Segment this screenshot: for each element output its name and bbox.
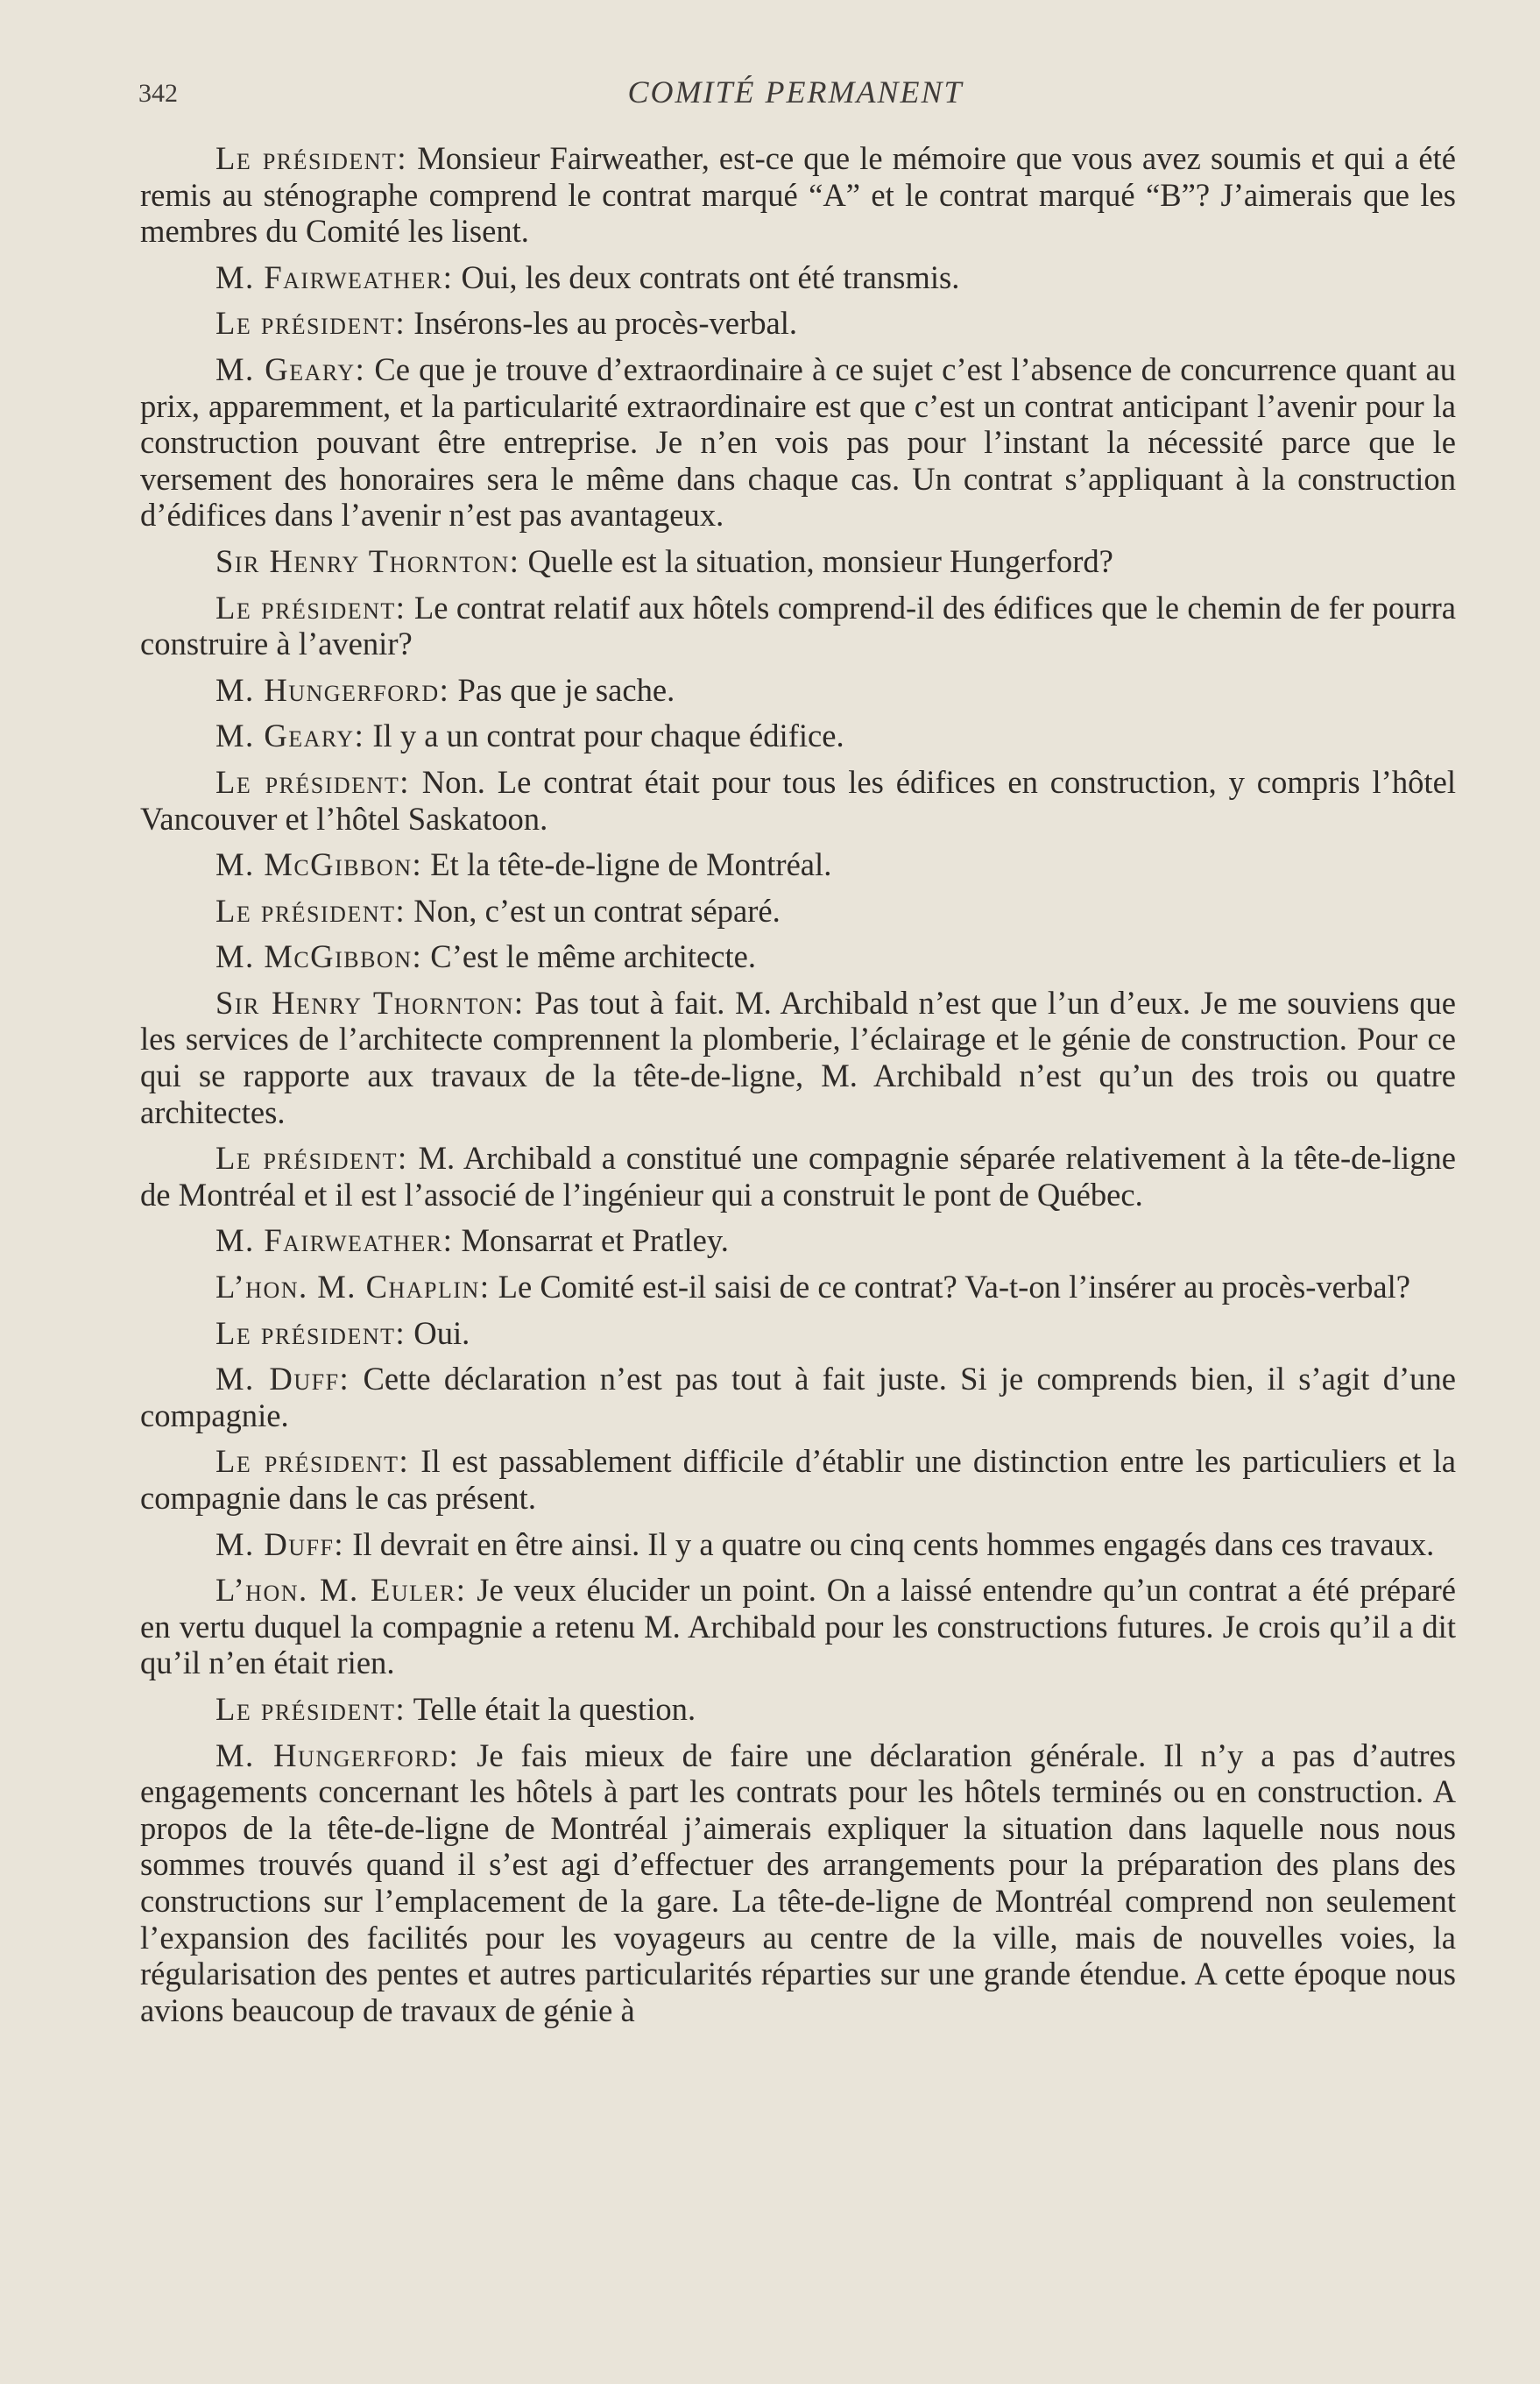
transcript-paragraph [140, 1737, 1456, 2029]
speaker-name: Sir Henry Thornton: [215, 542, 520, 579]
speech-text: Monsarrat et Pratley. [453, 1222, 729, 1259]
transcript-paragraph [140, 1140, 1456, 1213]
transcript-paragraph [140, 305, 1456, 342]
transcript-paragraph [140, 1691, 1456, 1728]
speaker-name: M. Duff: [215, 1525, 345, 1562]
speaker-name: Le président: [215, 892, 406, 929]
speaker-name: Le président: [215, 589, 406, 626]
speaker-name: M. Duff: [215, 1361, 350, 1397]
transcript-paragraph [140, 1572, 1456, 1681]
transcript-paragraph [140, 543, 1456, 580]
speech-text: M. Archibald a constitué une compagnie séparée relativement à la tête-de-ligne de Montréal et il est l’associé de l’ingénieur qui a construit le pont de Québec. [140, 1140, 1457, 1213]
speech-text: Telle était la question. [406, 1690, 696, 1727]
speaker-name: M. Hungerford: [215, 1737, 460, 1773]
speech-text: Et la tête-de-ligne de Montréal. [422, 846, 832, 883]
speech-text: Il y a un contrat pour chaque édifice. [364, 718, 844, 754]
speaker-name: M. Fairweather: [215, 258, 454, 295]
speaker-name: Le président: [215, 140, 408, 176]
speaker-name: L’hon. M. Chaplin: [215, 1269, 491, 1305]
transcript-paragraph [140, 938, 1456, 975]
transcript-paragraph [140, 893, 1456, 930]
speech-text: Le Comité est-il saisi de ce contrat? Va-t-on l’insérer au procès-verbal? [490, 1269, 1411, 1305]
speaker-name: M. Geary: [215, 350, 366, 387]
speaker-name: M. Fairweather: [215, 1222, 454, 1259]
transcript-paragraph [140, 846, 1456, 883]
speech-text: C’est le même architecte. [422, 938, 756, 975]
speaker-name: Le président: [215, 1690, 406, 1727]
speaker-name: M. Hungerford: [215, 671, 450, 708]
transcript-paragraph [140, 1443, 1456, 1516]
speech-text: Insérons-les au procès-verbal. [406, 305, 798, 342]
speech-text: Il devrait en être ainsi. Il y a quatre ou cinq cents hommes engagés dans ces travaux. [344, 1525, 1435, 1562]
speaker-name: Sir Henry Thornton: [215, 984, 525, 1021]
transcript-paragraph [140, 351, 1456, 534]
transcript-paragraph [140, 590, 1456, 662]
speech-text: Non. Le contrat était pour tous les édifices en construction, y compris l’hôtel Vancouver et l’hôtel Saskatoon. [140, 763, 1456, 837]
speaker-name: M. Geary: [215, 718, 365, 754]
speaker-name: Le président: [215, 1443, 410, 1480]
speech-text: Monsieur Fairweather, est-ce que le mémoire que vous avez soumis et qui a été remis au sténographe comprend le contrat marqué “A” et le contrat marqué “B”? J’aimerais que les membres du Comité les lisent. [140, 140, 1456, 250]
speech-text: Je veux élucider un point. On a laissé entendre qu’un contrat a été préparé en vertu duquel la compagnie a retenu M. Archibald pour les constructions futures. Je crois qu’il a dit qu’il n’en était rien. [140, 1572, 1457, 1681]
speaker-name: M. McGibbon: [215, 938, 423, 975]
transcript-paragraph [140, 1526, 1456, 1563]
speech-text: Non, c’est un contrat séparé. [406, 892, 781, 929]
transcript-paragraph [140, 672, 1456, 709]
speech-text: Le contrat relatif aux hôtels comprend-il des édifices que le chemin de fer pourra construire à l’avenir? [140, 589, 1456, 662]
speaker-name: Le président: [215, 763, 410, 800]
speech-text: Pas tout à fait. M. Archibald n’est que l’un d’eux. Je me souviens que les services de l’architecte comprennent la plomberie, l’éclairage et le génie de construction. Pour ce qui se rapporte aux travaux de la tête-de-ligne, M. Archibald n’est qu’un des trois ou quatre architectes. [140, 984, 1456, 1130]
page-header [138, 68, 1452, 121]
page-number: 342 [138, 79, 178, 108]
speaker-name: M. McGibbon: [215, 846, 423, 883]
transcript-paragraph [140, 1222, 1456, 1259]
transcript-body [140, 140, 1456, 2038]
speaker-name: Le président: [215, 1140, 408, 1177]
speech-text: Ce que je trouve d’extraordinaire à ce sujet c’est l’absence de concurrence quant au prix, apparemment, et la particularité extraordinaire est que c’est un contrat anticipant l’avenir pour la construction pouvant être entreprise. Je n’en vois pas pour l’instant la nécessité parce que le versement des honoraires sera le même dans chaque cas. Un contrat s’appliquant à la construction d’édifices dans l’avenir n’est pas avantageux. [140, 350, 1456, 534]
speaker-name: Le président: [215, 305, 406, 342]
transcript-paragraph [140, 1269, 1456, 1305]
transcript-paragraph [140, 764, 1456, 837]
transcript-paragraph [140, 1361, 1456, 1433]
transcript-paragraph [140, 259, 1456, 296]
running-head: COMITÉ PERMANENT [627, 74, 964, 110]
transcript-paragraph [140, 140, 1456, 250]
speech-text: Je fais mieux de faire une déclaration générale. Il n’y a pas d’autres engagements concernant les hôtels à part les contrats pour les hôtels terminés ou en construction. A propos de la tête-de-ligne de Montréal j’aimerais expliquer la situation dans laquelle nous nous sommes trouvés quand il s’est agi d’effectuer des arrangements pour la préparation des plans des constructions sur l’emplacement de la gare. La tête-de-ligne de Montréal comprend non seulement l’expansion des facilités pour les voyageurs au centre de la ville, mais de nouvelles voies, la régularisation des pentes et autres particularités réparties sur une grande étendue. A cette époque nous avions beaucoup de travaux de génie à [140, 1737, 1456, 2028]
transcript-paragraph [140, 718, 1456, 754]
speaker-name: Le président: [215, 1314, 406, 1351]
speech-text: Oui, les deux contrats ont été transmis. [453, 258, 960, 295]
transcript-paragraph [140, 985, 1456, 1130]
speaker-name: L’hon. M. Euler: [215, 1572, 467, 1609]
speech-text: Cette déclaration n’est pas tout à fait juste. Si je comprends bien, il s’agit d’une compagnie. [140, 1361, 1456, 1433]
speech-text: Il est passablement difficile d’établir une distinction entre les particuliers et la compagnie dans le cas présent. [140, 1443, 1456, 1516]
speech-text: Pas que je sache. [449, 671, 675, 708]
speech-text: Quelle est la situation, monsieur Hungerford? [519, 542, 1113, 579]
speech-text: Oui. [406, 1314, 470, 1351]
transcript-paragraph [140, 1315, 1456, 1352]
